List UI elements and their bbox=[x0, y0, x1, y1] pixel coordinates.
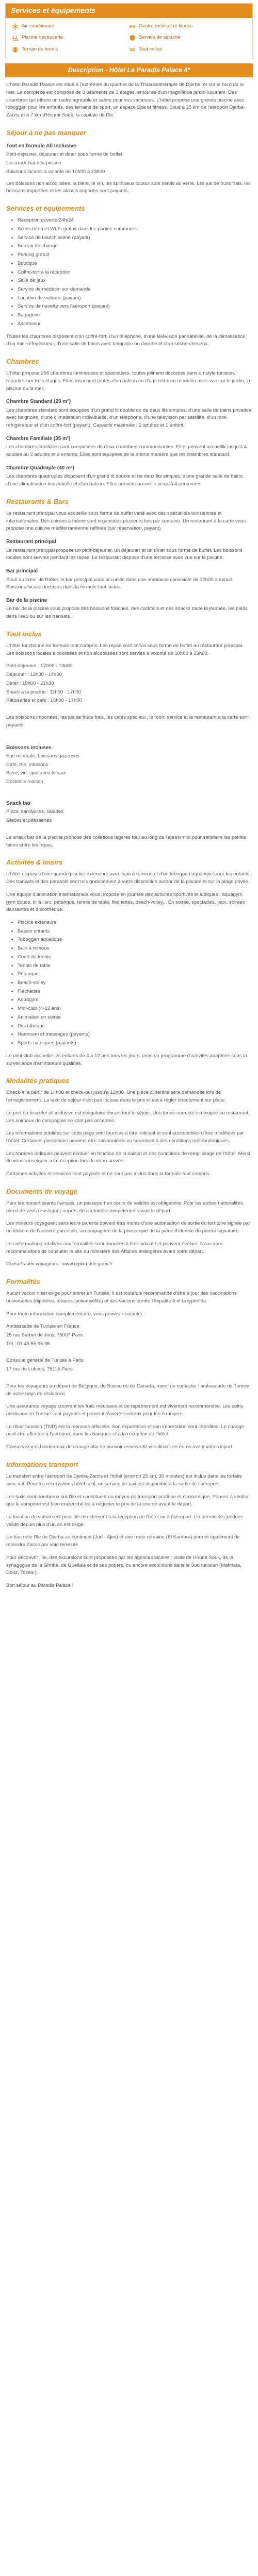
service-label: Tout inclus bbox=[139, 46, 162, 53]
section-title: Informations transport bbox=[6, 1460, 78, 1468]
subheading: Chambre Standard (20 m²) bbox=[6, 399, 71, 405]
paragraph: L'hôtel fonctionne en formule tout compris. Les repas sont servis sous forme de buffet au restaurant principal. Les boissons locales alcoolisées et non alcoolisées sont servies à volonté de 10h00 à 23h00. bbox=[6, 643, 244, 656]
list-item: • Ascenseur bbox=[18, 320, 252, 328]
list-item: • Bagagerie bbox=[18, 312, 252, 319]
spacer bbox=[6, 709, 252, 714]
line-group bbox=[6, 1323, 252, 1348]
text-line: Tél : 01 45 55 95 98 bbox=[6, 1341, 50, 1347]
text-line: Boissons locales à volonté de 10h00 à 23h00 bbox=[6, 168, 105, 175]
paragraph: Une équipe d'animation internationale vous propose en journée des activités sportives et ludiques : aquagym, gym douce, tir à l'arc, pétanque, tennis de table, fléchettes, beach-volley... En soirée, spectacles, jeux, soirées dansantes et discothèque. bbox=[6, 891, 245, 913]
text-line: Petit-déjeuner, déjeuner et dîner sous forme de buffet bbox=[6, 151, 122, 158]
list-item: • Parking gratuit bbox=[18, 251, 252, 259]
list-item: • Bassin enfants bbox=[18, 928, 252, 936]
section-title: Séjour à ne pas manquer bbox=[6, 128, 86, 137]
text-line: Cocktails maison bbox=[6, 779, 43, 785]
service-item bbox=[129, 23, 246, 30]
spacer bbox=[6, 735, 252, 740]
paragraph: Le restaurant principal vous accueille sous forme de buffet varié avec des spécialités tunisiennes et internationales. Des soirées à thème sont organisées plusieurs fois par semaine. Un restaurant à la carte vous propose une cuisine méditerranéenne raffinée (sur réservation, payant). bbox=[6, 510, 246, 532]
security-icon bbox=[129, 35, 136, 41]
spacer bbox=[6, 1378, 252, 1383]
subheading: Tout en formule All Inclusive bbox=[6, 143, 76, 149]
spacer bbox=[6, 829, 252, 834]
list-item: • Service de médecin sur demande bbox=[18, 286, 252, 294]
list-item: • Salle de jeux bbox=[18, 277, 252, 285]
line-group bbox=[6, 753, 252, 786]
text-line: 25 rue Barbet de Jouy, 75007 Paris bbox=[6, 1332, 83, 1338]
section-title: Formalités bbox=[6, 1278, 40, 1285]
paragraph: Le bar de la piscine vous propose des boissons fraîches, des cocktails et des snacks toute la journée, les pieds dans l'eau ou sur les transats. bbox=[6, 606, 248, 620]
hotel-page bbox=[0, 3, 258, 1605]
paragraph: Les chambres standard sont équipées d'un grand lit double ou de deux lits simples, d'une salle de bains privative avec baignoire, d'une climatisation individuelle, d'un téléphone, d'une télévision par satellite, d'un mini-réfrigérateur et d'un coffre-fort (payant). Capacité maximale : 2 adultes et 1 enfant. bbox=[6, 407, 251, 429]
list-item: • Toboggan aquatique bbox=[18, 936, 252, 944]
list-item: • Service de blanchisserie (payant) bbox=[18, 234, 252, 242]
paragraph: Situé au cœur de l'hôtel, le bar principal vous accueille dans une ambiance conviviale de 10h00 à minuit. Boissons locales incluses dans la formule tout inclus. bbox=[6, 577, 234, 590]
text-line: Un snack-bar à la piscine bbox=[6, 160, 61, 166]
service-item bbox=[12, 46, 129, 54]
line-group bbox=[6, 808, 252, 824]
section-title: Services et équipements bbox=[6, 205, 85, 213]
paragraph: L'hôtel dispose d'une grande piscine extérieure avec bain à remous et d'un toboggan aquatique pour les enfants. Des transats et des parasols sont mis gratuitement à votre disposition autour de la piscine et sur la plage privée. bbox=[6, 871, 251, 885]
paragraph: Les horaires indiqués peuvent évoluer en fonction de la saison et des conditions de remplissage de l'hôtel. Merci de vous renseigner à la réception lors de votre arrivée. bbox=[6, 1150, 250, 1164]
paragraph: Le port du bracelet all inclusive est obligatoire durant tout le séjour. Une tenue correcte est exigée au restaurant. Les animaux de compagnie ne sont pas acceptés. bbox=[6, 1110, 250, 1124]
list-item: • Discothèque bbox=[18, 1023, 252, 1030]
list-item: • Hammam et massages (payants) bbox=[18, 1031, 252, 1039]
text-line: Eau minérale, boissons gazeuses bbox=[6, 753, 80, 759]
subheading: Snack bar bbox=[6, 800, 31, 806]
description-content bbox=[0, 77, 258, 1605]
description-title: Description - Hôtel Le Paradis Palace 4* bbox=[5, 63, 253, 77]
service-item bbox=[12, 34, 129, 42]
paragraph: Pour les voyageurs au départ de Belgique, de Suisse ou du Canada, merci de contacter l'ambassade de Tunisie de votre pays de résidence. bbox=[6, 1383, 250, 1397]
all-inclusive-icon bbox=[129, 46, 136, 53]
text-line: Glaces et pâtisseries bbox=[6, 818, 52, 824]
services-title: Services et équipements bbox=[6, 4, 252, 18]
text-line: Dîner : 19h00 - 21h30 bbox=[6, 680, 54, 686]
list-item: • Fléchettes bbox=[18, 988, 252, 996]
paragraph: Toutes les chambres disposent d'un coffre-fort, d'un téléphone, d'une télévision par satellite, de la climatisation, d'un mini-réfrigérateur, d'une salle de bains avec baignoire ou douche et d'un sèche-cheveux. bbox=[6, 333, 247, 347]
section-title: Chambres bbox=[6, 357, 39, 365]
paragraph: Les boissons importées, les jus de fruits frais, les cafés spéciaux, le room service et le restaurant à la carte sont payants. bbox=[6, 715, 249, 728]
list-item: • Aquagym bbox=[18, 996, 252, 1004]
line-group bbox=[6, 663, 252, 705]
text-line: Consulat général de Tunisie à Paris bbox=[6, 1358, 84, 1364]
list-item: • Beach-volley bbox=[18, 979, 252, 987]
text-line: Pizza, sandwichs, salades bbox=[6, 809, 63, 815]
paragraph: Conseils aux voyageurs : www.diplomatie.gouv.fr bbox=[6, 1261, 112, 1267]
text-line: 17 rue de Lubeck, 75116 Paris bbox=[6, 1366, 73, 1372]
service-label: Centre médical et fitness bbox=[139, 23, 193, 29]
spacer bbox=[6, 790, 252, 795]
paragraph: Les chambres quadruples disposent d'un grand lit double et de deux lits simples, d'une grande salle de bains, d'une climatisation individuelle et d'un balcon. Elles peuvent accueillir jusqu'à 4 personnes. bbox=[6, 473, 244, 487]
service-item bbox=[129, 34, 246, 42]
paragraph: Pour les ressortissants français, un passeport en cours de validité est obligatoire. Pour les autres nationalités, merci de vous renseigner auprès des autorités compétentes avant le départ. bbox=[6, 1200, 244, 1214]
list-item: • Coffre-fort à la réception bbox=[18, 269, 252, 277]
list-item: • Réception ouverte 24h/24 bbox=[18, 217, 252, 225]
snowflake-icon bbox=[12, 23, 19, 30]
text-line: Snack à la piscine : 11h00 - 17h00 bbox=[6, 689, 82, 695]
list-item: • Bain à remous bbox=[18, 945, 252, 953]
paragraph: Pour toute information complémentaire, vous pouvez contacter : bbox=[6, 1311, 146, 1317]
paragraph: Un bac relie l'île de Djerba au continent (Jorf - Ajim) et une route romaine (El Kantara) permet également de rejoindre Zarzis par voie terrestre. bbox=[6, 1534, 240, 1548]
text-line: Ambassade de Tunisie en France bbox=[6, 1324, 79, 1330]
list-item: • Bureau de change bbox=[18, 243, 252, 250]
text-line: Bière, vin, spiritueux locaux bbox=[6, 770, 66, 776]
line-group bbox=[6, 151, 252, 176]
line-group bbox=[6, 1357, 252, 1373]
paragraph: Le transfert entre l'aéroport de Djerba-Zarzis et l'hôtel (environ 25 km, 30 minutes) est inclus dans les forfaits avec vol. Pour les réservations hôtel seul, un service de taxi est disponible à la sortie de l'aéroport. bbox=[6, 1473, 242, 1487]
paragraph: Bon séjour au Paradis Palace ! bbox=[6, 1582, 74, 1588]
tennis-icon bbox=[12, 46, 19, 53]
service-label: Service de sécurité bbox=[139, 35, 181, 41]
paragraph: Le mini-club accueille les enfants de 4 à 12 ans tous les jours, avec un programme d'activités adaptées sous la surveillance d'animateurs qualifiés. bbox=[6, 1053, 247, 1066]
paragraph: Les chambres familiales sont composées de deux chambres communicantes. Elles peuvent accueillir jusqu'à 4 adultes ou 2 adultes et 2 enfants. Elles sont équipées de la même manière que les chambres standard. bbox=[6, 444, 247, 458]
subheading: Bar principal bbox=[6, 568, 38, 574]
service-label: Piscine découverte bbox=[22, 35, 63, 41]
paragraph: Les informations relatives aux formalités sont données à titre indicatif et peuvent évoluer. Nous vous recommandons de consulter le site du ministère des Affaires étrangères avant votre départ. bbox=[6, 1241, 223, 1255]
service-item bbox=[12, 23, 129, 30]
text-line: Café, thé, infusions bbox=[6, 761, 49, 768]
subheading: Bar de la piscine bbox=[6, 597, 47, 603]
paragraph: Une assurance voyage couvrant les frais médicaux et de rapatriement est vivement recommandée. Les soins médicaux en Tunisie sont payants et peuvent s'avérer coûteux pour les étrangers. bbox=[6, 1403, 244, 1417]
list-item: • Court de tennis bbox=[18, 954, 252, 961]
paragraph: Les mineurs voyageant sans leurs parents doivent être munis d'une autorisation de sortie du territoire signée par un titulaire de l'autorité parentale, accompagnée de la photocopie de la pièce d'identité du parent signataire. bbox=[6, 1221, 250, 1234]
list-item: • Piscine extérieure bbox=[18, 919, 252, 927]
services-box bbox=[5, 3, 253, 59]
list-item: • Pétanque bbox=[18, 971, 252, 978]
service-item bbox=[129, 46, 246, 54]
subheading: Restaurant principal bbox=[6, 539, 56, 545]
paragraph: Les informations publiées sur cette page sont fournies à titre indicatif et sont susceptibles d'être modifiées par l'hôtel. Certaines prestations peuvent être saisonnières ou soumises à des conditions météorologiques. bbox=[6, 1130, 244, 1144]
text-line: Petit-déjeuner : 07h00 - 10h00 bbox=[6, 663, 73, 669]
list-item: • Boutique bbox=[18, 260, 252, 268]
section-title: Modalités pratiques bbox=[6, 1077, 70, 1085]
subheading: Chambre Quadruple (40 m²) bbox=[6, 465, 74, 471]
service-label: Air conditionné bbox=[22, 23, 54, 29]
list-item: • Tennis de table bbox=[18, 962, 252, 970]
service-label: Terrain de tennis bbox=[22, 46, 58, 53]
paragraph: Le dinar tunisien (TND) est la monnaie officielle. Son exportation et son importation sont interdites. Le change peut être effectué à l'aéroport, dans les banques et à la réception de l'hôtel. bbox=[6, 1423, 244, 1437]
subheading: Boissons incluses bbox=[6, 744, 52, 751]
paragraph: Check-in à partir de 14h00 et check-out jusqu'à 12h00. Une pièce d'identité sera demandée lors de l'enregistrement. La taxe de séjour n'est pas incluse dans le prix et est à régler directement sur place. bbox=[6, 1090, 227, 1104]
spacer bbox=[6, 1352, 252, 1357]
paragraph: Les boissons non alcoolisées, la bière, le vin, les spiritueux locaux sont servis au verre. Les jus de fruits frais, les boissons importées et les alcools importés sont payants. bbox=[6, 180, 251, 194]
section-title: Activités & loisirs bbox=[6, 858, 63, 867]
fitness-icon bbox=[129, 23, 136, 30]
paragraph: Conservez vos bordereaux de change afin de pouvoir reconvertir vos dinars en euros avant votre départ. bbox=[6, 1444, 234, 1450]
list-item: • Location de voitures (payant) bbox=[18, 295, 252, 302]
paragraph: La location de voiture est possible directement à la réception de l'hôtel ou à l'aéroport. Un permis de conduire valide depuis plus d'un an est exigé. bbox=[6, 1514, 244, 1528]
text-line: Déjeuner : 12h30 - 14h30 bbox=[6, 672, 62, 678]
intro-paragraph: L'hôtel Paradis Palace est situé à l'extrémité du quartier de la Thalassothérapie de Djerba, et sur le bord de la mer. Le complexe est composé de 3 bâtiments de 3 étages, entourés d'un magnifique jardin luxuriant. Des chambres qui offrent un cadre agréable et calme pour vos vacances. L'hôtel propose une grande piscine avec toboggan pour les enfants, des terrains de sport, un espace Spa et fitness. Situé à 25 km de l'aéroport Djerba-Zarzis et à 7 km d'Houmt Souk, la capitale de l'île. bbox=[6, 82, 246, 118]
paragraph: Le snack bar de la piscine propose des collations légères tout au long de l'après-midi pour satisfaire les petites faims entre les repas. bbox=[6, 834, 246, 848]
list-item: • Animation en soirée bbox=[18, 1014, 252, 1022]
paragraph: Le restaurant principal propose un petit-déjeuner, un déjeuner et un dîner sous forme de buffet. Les boissons locales sont servies pendant les repas. Le restaurant dispose d'une terrasse avec vue sur la piscine. bbox=[6, 547, 243, 561]
subheading: Chambre Familiale (35 m²) bbox=[6, 435, 71, 442]
section-title: Restaurants & Bars bbox=[6, 497, 69, 505]
paragraph: Certaines activités et services sont payants et ne sont pas inclus dans la formule tout compris. bbox=[6, 1171, 211, 1177]
bullet-list bbox=[6, 919, 252, 1047]
bullet-list bbox=[6, 217, 252, 328]
list-item: • Service de navette vers l'aéroport (payant) bbox=[18, 303, 252, 311]
paragraph: L'hôtel propose 256 chambres lumineuses et spacieuses, toutes joliment décorées dans un style tunisien, réparties sur trois étages. Elles disposent toutes d'un balcon ou d'une terrasse meublée avec vue sur le jardin, la piscine ou la mer. bbox=[6, 370, 251, 392]
list-item: • Mini-club (4-12 ans) bbox=[18, 1005, 252, 1013]
text-line: Pâtisseries et café : 16h00 - 17h00 bbox=[6, 698, 82, 704]
section-title: Tout inclus bbox=[6, 630, 42, 638]
paragraph: Aucun vaccin n'est exigé pour entrer en Tunisie. Il est toutefois recommandé d'être à jour des vaccinations universelles (diphtérie, tétanos, poliomyélite) et des vaccins contre l'hépatite A et la typhoïde. bbox=[6, 1291, 237, 1304]
paragraph: Les taxis sont nombreux sur l'île et constituent un moyen de transport pratique et économique. Pensez à vérifier que le compteur est bien enclenché ou à négocier le prix de la course avant le départ. bbox=[6, 1494, 249, 1507]
services-grid bbox=[6, 18, 252, 59]
section-title: Documents de voyage bbox=[6, 1187, 77, 1195]
list-item: • Sports nautiques (payants) bbox=[18, 1040, 252, 1047]
list-item: • Accès Internet Wi-Fi gratuit dans les parties communes bbox=[18, 226, 252, 233]
pool-icon bbox=[12, 35, 19, 41]
paragraph: Pour découvrir l'île, des excursions sont proposées par les agences locales : visite de Houmt Souk, de la synagogue de la Ghriba, de Guellala et de ses potiers, ou encore excursions dans le Sud tunisien (Matmata, Douz, Tozeur). bbox=[6, 1554, 241, 1576]
